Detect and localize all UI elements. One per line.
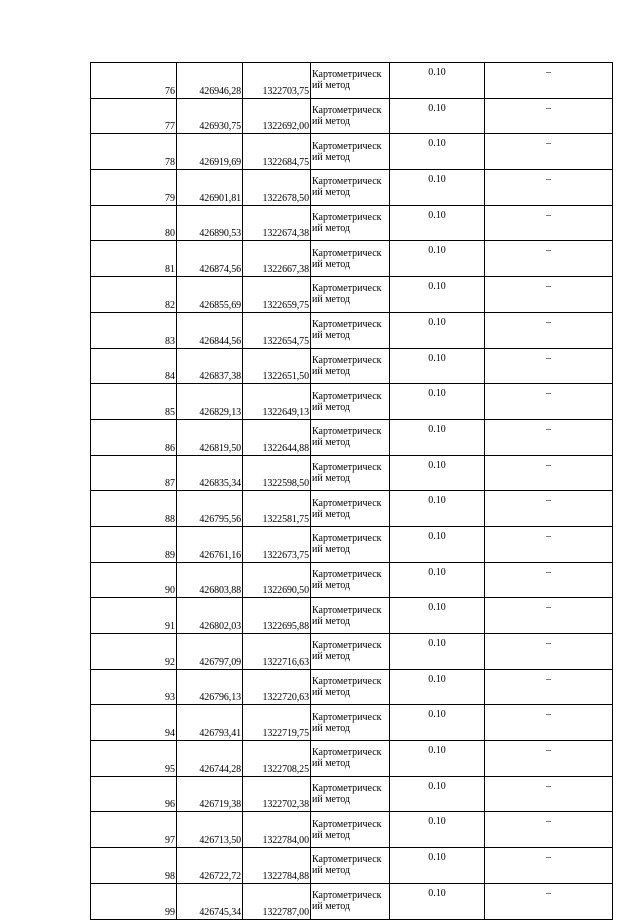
method-cell [311,812,390,848]
method-text-line2: ий метод [312,330,351,342]
x-coordinate-cell: 426819,50 [177,419,243,455]
method-text-line1: Картометрическ [312,711,382,723]
note-cell: – [485,776,613,812]
method-text-line1: Картометрическ [312,69,382,81]
note-cell: – [485,312,613,348]
accuracy-cell: 0.10 [390,63,485,99]
table-row [91,241,613,277]
accuracy-cell: 0.10 [390,384,485,420]
x-coordinate-cell: 426844,56 [177,312,243,348]
method-text-line1: Картометрическ [312,640,382,652]
accuracy-cell: 0.10 [390,312,485,348]
note-cell: – [485,526,613,562]
x-coordinate-cell: 426829,13 [177,384,243,420]
method-text-line1: Картометрическ [312,533,382,545]
method-text-line2: ий метод [312,258,351,270]
note-cell: – [485,634,613,670]
method-text-line2: ий метод [312,544,351,556]
method-text-line1: Картометрическ [312,354,382,366]
note-cell: – [485,669,613,705]
y-coordinate-cell: 1322667,38 [243,241,311,277]
table-row [91,883,613,919]
table-row [91,277,613,313]
x-coordinate-cell: 426890,53 [177,205,243,241]
point-number-cell: 99 [91,883,177,919]
method-cell [311,848,390,884]
y-coordinate-cell: 1322784,88 [243,848,311,884]
point-number-cell: 92 [91,634,177,670]
point-number-cell: 81 [91,241,177,277]
x-coordinate-cell: 426901,81 [177,170,243,206]
point-number-cell: 79 [91,170,177,206]
method-text-line2: ий метод [312,116,351,128]
point-number-cell: 88 [91,491,177,527]
point-number-cell: 94 [91,705,177,741]
y-coordinate-cell: 1322695,88 [243,598,311,634]
method-text-line2: ий метод [312,615,351,627]
table-row [91,705,613,741]
method-text-line2: ий метод [312,472,351,484]
table-row [91,348,613,384]
y-coordinate-cell: 1322702,38 [243,776,311,812]
method-text-line1: Картометрическ [312,497,382,509]
y-coordinate-cell: 1322649,13 [243,384,311,420]
x-coordinate-cell: 426930,75 [177,98,243,134]
method-cell [311,98,390,134]
method-text-line1: Картометрическ [312,247,382,259]
method-text-line1: Картометрическ [312,105,382,117]
note-cell: – [485,170,613,206]
point-number-cell: 89 [91,526,177,562]
accuracy-cell: 0.10 [390,741,485,777]
method-text-line2: ий метод [312,294,351,306]
method-cell [311,241,390,277]
method-text-line1: Картометрическ [312,390,382,402]
y-coordinate-cell: 1322644,88 [243,419,311,455]
note-cell: – [485,455,613,491]
x-coordinate-cell: 426745,34 [177,883,243,919]
y-coordinate-cell: 1322654,75 [243,312,311,348]
x-coordinate-cell: 426761,16 [177,526,243,562]
point-number-cell: 76 [91,63,177,99]
method-cell [311,883,390,919]
y-coordinate-cell: 1322581,75 [243,491,311,527]
note-cell: – [485,419,613,455]
y-coordinate-cell: 1322719,75 [243,705,311,741]
method-text-line2: ий метод [312,223,351,235]
accuracy-cell: 0.10 [390,526,485,562]
y-coordinate-cell: 1322598,50 [243,455,311,491]
x-coordinate-cell: 426797,09 [177,634,243,670]
coordinates-table-body [91,63,613,920]
table-row [91,598,613,634]
method-text-line1: Картометрическ [312,319,382,331]
method-text-line1: Картометрическ [312,283,382,295]
method-text-line2: ий метод [312,758,351,770]
note-cell: – [485,348,613,384]
method-text-line1: Картометрическ [312,426,382,438]
method-cell [311,348,390,384]
method-text-line2: ий метод [312,151,351,163]
coordinates-table [90,62,613,920]
accuracy-cell: 0.10 [390,205,485,241]
method-text-line2: ий метод [312,401,351,413]
y-coordinate-cell: 1322720,63 [243,669,311,705]
method-cell [311,598,390,634]
y-coordinate-cell: 1322673,75 [243,526,311,562]
method-cell [311,277,390,313]
x-coordinate-cell: 426835,34 [177,455,243,491]
point-number-cell: 84 [91,348,177,384]
accuracy-cell: 0.10 [390,812,485,848]
method-cell [311,776,390,812]
accuracy-cell: 0.10 [390,241,485,277]
table-row [91,812,613,848]
point-number-cell: 77 [91,98,177,134]
note-cell: – [485,848,613,884]
method-text-line2: ий метод [312,80,351,92]
accuracy-cell: 0.10 [390,598,485,634]
method-cell [311,419,390,455]
y-coordinate-cell: 1322684,75 [243,134,311,170]
table-row [91,848,613,884]
table-row [91,419,613,455]
accuracy-cell: 0.10 [390,419,485,455]
method-text-line2: ий метод [312,722,351,734]
method-text-line1: Картометрическ [312,818,382,830]
method-text-line2: ий метод [312,651,351,663]
table-row [91,741,613,777]
method-text-line1: Картометрическ [312,890,382,902]
x-coordinate-cell: 426793,41 [177,705,243,741]
accuracy-cell: 0.10 [390,134,485,170]
table-row [91,384,613,420]
accuracy-cell: 0.10 [390,562,485,598]
accuracy-cell: 0.10 [390,98,485,134]
method-cell [311,705,390,741]
method-text-line2: ий метод [312,579,351,591]
method-cell [311,312,390,348]
method-text-line1: Картометрическ [312,783,382,795]
accuracy-cell: 0.10 [390,883,485,919]
method-text-line1: Картометрическ [312,461,382,473]
point-number-cell: 87 [91,455,177,491]
note-cell: – [485,883,613,919]
x-coordinate-cell: 426837,38 [177,348,243,384]
table-row [91,776,613,812]
note-cell: – [485,562,613,598]
x-coordinate-cell: 426796,13 [177,669,243,705]
method-cell [311,170,390,206]
method-cell [311,741,390,777]
y-coordinate-cell: 1322690,50 [243,562,311,598]
accuracy-cell: 0.10 [390,455,485,491]
point-number-cell: 85 [91,384,177,420]
x-coordinate-cell: 426719,38 [177,776,243,812]
note-cell: – [485,491,613,527]
y-coordinate-cell: 1322708,25 [243,741,311,777]
accuracy-cell: 0.10 [390,705,485,741]
x-coordinate-cell: 426874,56 [177,241,243,277]
x-coordinate-cell: 426855,69 [177,277,243,313]
accuracy-cell: 0.10 [390,669,485,705]
table-row [91,634,613,670]
point-number-cell: 80 [91,205,177,241]
accuracy-cell: 0.10 [390,848,485,884]
method-text-line2: ий метод [312,794,351,806]
note-cell: – [485,63,613,99]
accuracy-cell: 0.10 [390,776,485,812]
y-coordinate-cell: 1322674,38 [243,205,311,241]
method-text-line2: ий метод [312,829,351,841]
table-row [91,205,613,241]
accuracy-cell: 0.10 [390,491,485,527]
note-cell: – [485,205,613,241]
method-text-line2: ий метод [312,687,351,699]
method-text-line1: Картометрическ [312,568,382,580]
method-text-line1: Картометрическ [312,854,382,866]
point-number-cell: 93 [91,669,177,705]
table-row [91,63,613,99]
y-coordinate-cell: 1322678,50 [243,170,311,206]
note-cell: – [485,741,613,777]
point-number-cell: 91 [91,598,177,634]
table-row [91,312,613,348]
y-coordinate-cell: 1322703,75 [243,63,311,99]
method-cell [311,634,390,670]
point-number-cell: 98 [91,848,177,884]
table-row [91,562,613,598]
point-number-cell: 96 [91,776,177,812]
table-row [91,455,613,491]
method-text-line2: ий метод [312,365,351,377]
table-row [91,98,613,134]
table-row [91,491,613,527]
accuracy-cell: 0.10 [390,634,485,670]
point-number-cell: 97 [91,812,177,848]
note-cell: – [485,277,613,313]
method-text-line1: Картометрическ [312,747,382,759]
table-row [91,170,613,206]
x-coordinate-cell: 426722,72 [177,848,243,884]
method-cell [311,134,390,170]
note-cell: – [485,705,613,741]
accuracy-cell: 0.10 [390,170,485,206]
x-coordinate-cell: 426744,28 [177,741,243,777]
y-coordinate-cell: 1322651,50 [243,348,311,384]
x-coordinate-cell: 426713,50 [177,812,243,848]
method-cell [311,562,390,598]
note-cell: – [485,598,613,634]
point-number-cell: 95 [91,741,177,777]
method-cell [311,491,390,527]
x-coordinate-cell: 426795,56 [177,491,243,527]
x-coordinate-cell: 426919,69 [177,134,243,170]
method-text-line1: Картометрическ [312,676,382,688]
point-number-cell: 78 [91,134,177,170]
method-text-line1: Картометрическ [312,176,382,188]
accuracy-cell: 0.10 [390,348,485,384]
method-text-line1: Картометрическ [312,212,382,224]
x-coordinate-cell: 426802,03 [177,598,243,634]
note-cell: – [485,812,613,848]
method-cell [311,63,390,99]
method-text-line2: ий метод [312,865,351,877]
method-text-line2: ий метод [312,437,351,449]
point-number-cell: 83 [91,312,177,348]
note-cell: – [485,384,613,420]
method-cell [311,205,390,241]
method-text-line2: ий метод [312,187,351,199]
table-row [91,526,613,562]
y-coordinate-cell: 1322716,63 [243,634,311,670]
point-number-cell: 86 [91,419,177,455]
method-cell [311,455,390,491]
method-text-line2: ий метод [312,901,351,913]
x-coordinate-cell: 426803,88 [177,562,243,598]
note-cell: – [485,134,613,170]
y-coordinate-cell: 1322787,00 [243,883,311,919]
table-row [91,134,613,170]
method-text-line2: ий метод [312,508,351,520]
method-cell [311,669,390,705]
accuracy-cell: 0.10 [390,277,485,313]
y-coordinate-cell: 1322659,75 [243,277,311,313]
point-number-cell: 82 [91,277,177,313]
method-cell [311,384,390,420]
method-text-line1: Картометрическ [312,604,382,616]
method-text-line1: Картометрическ [312,140,382,152]
y-coordinate-cell: 1322692,00 [243,98,311,134]
table-row [91,669,613,705]
y-coordinate-cell: 1322784,00 [243,812,311,848]
x-coordinate-cell: 426946,28 [177,63,243,99]
note-cell: – [485,98,613,134]
method-cell [311,526,390,562]
point-number-cell: 90 [91,562,177,598]
note-cell: – [485,241,613,277]
